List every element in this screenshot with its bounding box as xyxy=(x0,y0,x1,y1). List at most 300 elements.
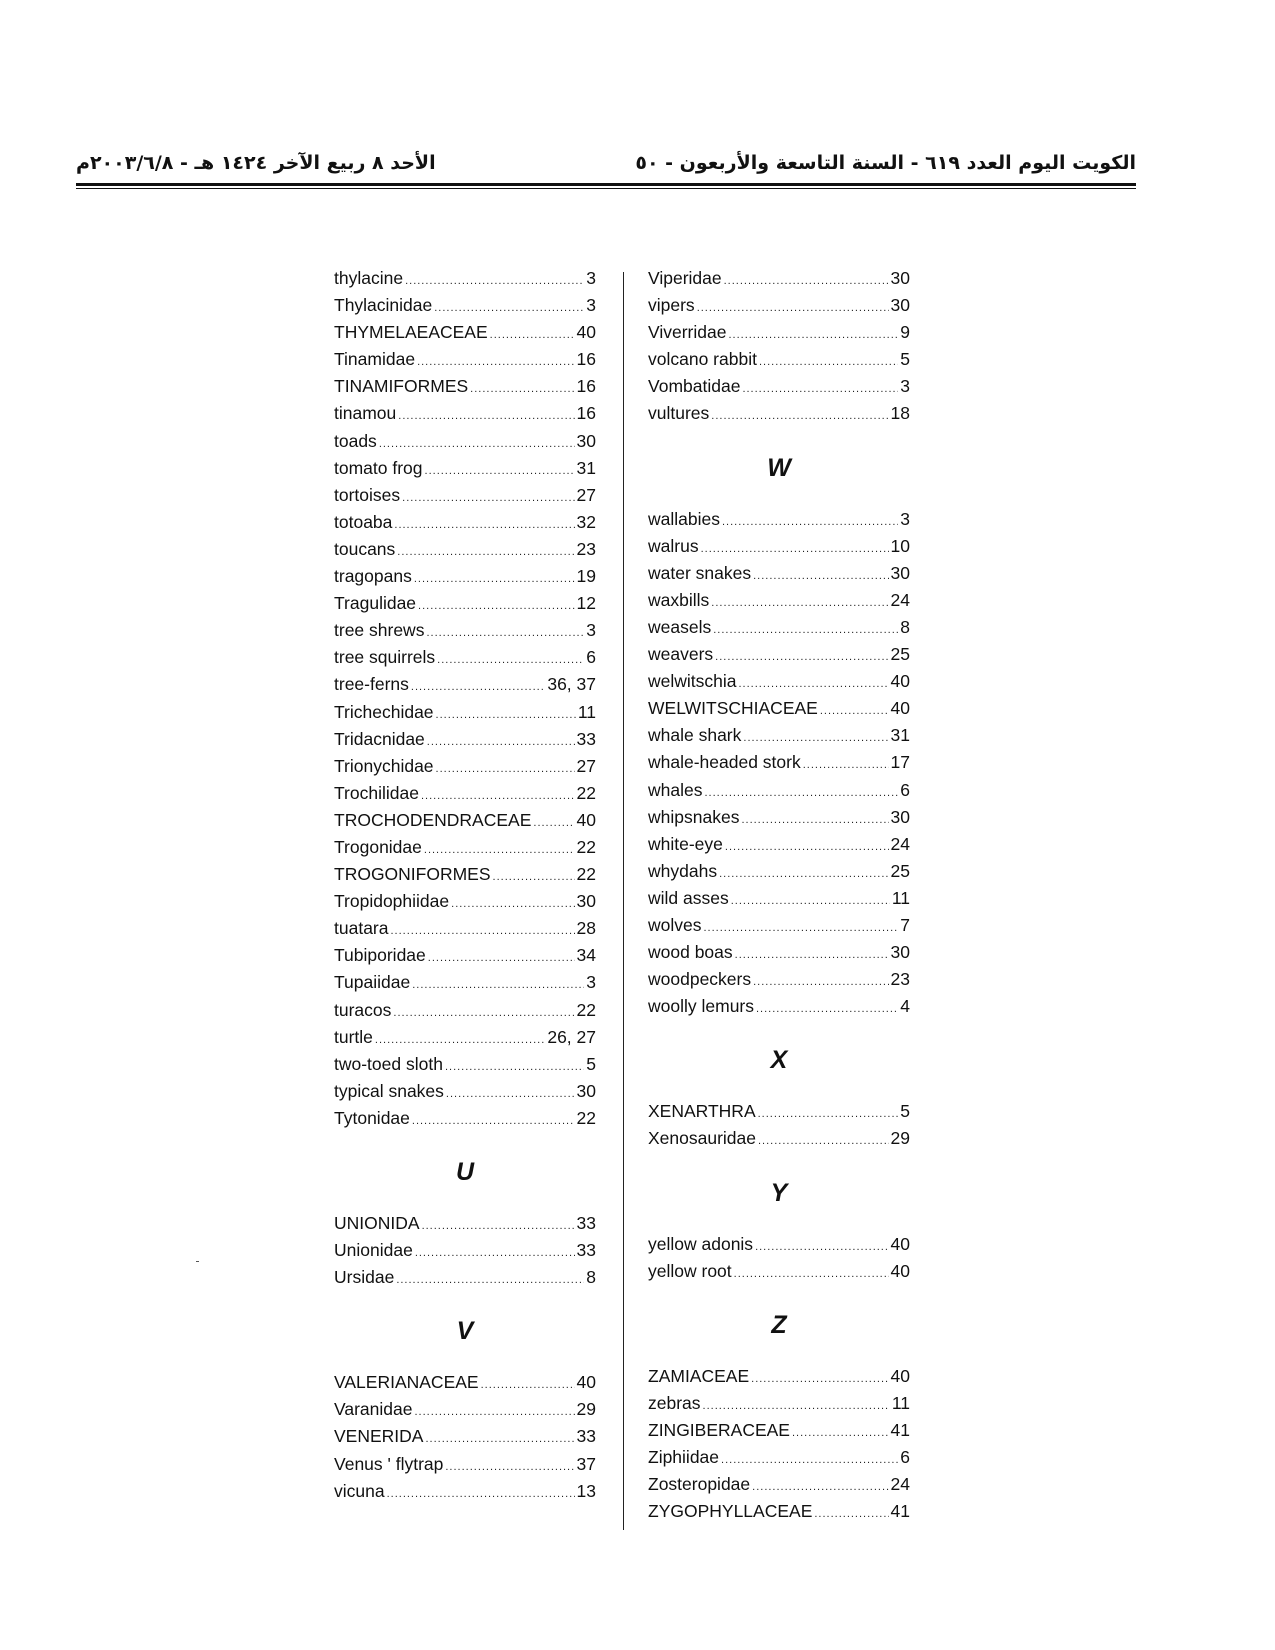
index-entry xyxy=(334,891,596,918)
index-term: Unionidae xyxy=(334,1240,413,1261)
index-term: Viperidae xyxy=(648,268,722,288)
index-entry xyxy=(648,969,910,996)
index-entry xyxy=(334,1481,596,1508)
section-heading-z: Z xyxy=(771,1310,787,1339)
index-page-number: 3 xyxy=(586,295,596,316)
dot-leader xyxy=(396,1274,584,1286)
index-page-number: 11 xyxy=(891,1392,910,1413)
index-page-number: 23 xyxy=(576,538,596,559)
dot-leader xyxy=(434,302,584,314)
index-page-number: 5 xyxy=(586,1053,596,1074)
index-entry xyxy=(334,918,596,945)
index-entry xyxy=(648,1366,910,1393)
index-page-number: 40 xyxy=(890,1233,910,1254)
index-entry xyxy=(334,864,596,891)
section-heading-y: Y xyxy=(770,1178,788,1207)
index-entry xyxy=(648,996,910,1023)
entry-group xyxy=(334,268,596,1135)
index-page-number: 16 xyxy=(576,403,596,424)
header-rule-thick xyxy=(76,183,1136,186)
index-page-number: 32 xyxy=(576,511,596,532)
dot-leader xyxy=(711,410,888,422)
dot-leader xyxy=(415,1247,575,1259)
dot-leader xyxy=(393,1007,574,1019)
index-page-number: 30 xyxy=(576,430,596,451)
index-term: TROCHODENDRACEAE xyxy=(334,809,532,830)
index-page-number: 25 xyxy=(890,860,910,881)
index-entry xyxy=(334,1213,596,1240)
dot-leader xyxy=(425,465,575,477)
dot-leader xyxy=(412,979,584,991)
dot-leader xyxy=(402,492,574,504)
index-entry xyxy=(334,512,596,539)
dot-leader xyxy=(743,732,888,744)
index-entry xyxy=(648,349,910,376)
dot-leader xyxy=(425,1433,574,1445)
index-term: whale-headed stork xyxy=(648,752,801,773)
index-page-number: 11 xyxy=(891,887,910,908)
index-term: Venus ' flytrap xyxy=(334,1453,444,1474)
dot-leader xyxy=(756,1003,898,1015)
index-term: whydahs xyxy=(648,860,718,881)
dot-leader xyxy=(731,895,890,907)
index-page-number: 8 xyxy=(586,1267,596,1288)
dot-leader xyxy=(753,570,888,582)
index-entry xyxy=(648,861,910,888)
index-term: tree-ferns xyxy=(334,674,409,695)
index-entry xyxy=(648,644,910,671)
index-entry xyxy=(648,1474,910,1501)
index-term: XENARTHRA xyxy=(648,1101,756,1122)
dot-leader xyxy=(398,410,574,422)
index-term: zebras xyxy=(648,1392,701,1413)
index-entry xyxy=(334,837,596,864)
index-term: yellow adonis xyxy=(648,1233,754,1254)
index-page-number: 22 xyxy=(576,782,596,803)
dot-leader xyxy=(703,1400,890,1412)
index-page-number: 40 xyxy=(890,1260,910,1281)
dot-leader xyxy=(722,516,898,528)
index-page-number: 41 xyxy=(890,1419,910,1440)
index-page-number: 40 xyxy=(576,322,596,343)
index-term: THYMELAEACEAE xyxy=(334,322,488,343)
index-term: Xenosauridae xyxy=(648,1128,756,1149)
index-term: two-toed sloth xyxy=(334,1053,443,1074)
entry-group xyxy=(334,1213,596,1294)
index-entry xyxy=(648,671,910,698)
index-term: Thylacinidae xyxy=(334,295,433,316)
index-entry xyxy=(648,752,910,779)
section-heading-v: V xyxy=(456,1317,474,1346)
section-heading-u: U xyxy=(455,1158,475,1186)
index-entry xyxy=(334,729,596,756)
index-term: turtle xyxy=(334,1026,373,1047)
index-entry xyxy=(334,1372,596,1399)
index-entry xyxy=(334,593,596,620)
dot-leader xyxy=(481,1379,575,1391)
index-entry xyxy=(648,1128,910,1155)
index-term: toucans xyxy=(334,538,396,559)
index-page-number: 16 xyxy=(576,349,596,370)
index-entry xyxy=(648,780,910,807)
index-entry xyxy=(334,702,596,729)
index-entry xyxy=(334,810,596,837)
index-page-number: 40 xyxy=(890,698,910,719)
dot-leader xyxy=(792,1427,889,1439)
entry-group xyxy=(334,1372,596,1507)
index-entry xyxy=(648,322,910,349)
dot-leader xyxy=(814,1508,888,1520)
index-term: Tinamidae xyxy=(334,349,416,370)
dot-leader xyxy=(724,275,889,287)
index-column-right xyxy=(648,268,910,1528)
index-entry xyxy=(648,807,910,834)
index-entry xyxy=(334,620,596,647)
index-term: Trichechidae xyxy=(334,701,434,722)
dot-leader xyxy=(446,1088,575,1100)
index-entry xyxy=(648,403,910,430)
dot-leader xyxy=(741,814,888,826)
index-term: tinamou xyxy=(334,403,397,424)
index-page-number: 34 xyxy=(576,945,596,966)
index-entry xyxy=(334,783,596,810)
index-term: TROGONIFORMES xyxy=(334,864,491,885)
dot-leader xyxy=(411,681,545,693)
index-term: UNIONIDA xyxy=(334,1213,420,1233)
dot-leader xyxy=(405,275,584,287)
dot-leader xyxy=(493,871,575,883)
index-entry xyxy=(334,295,596,322)
index-term: Ziphiidae xyxy=(648,1447,720,1467)
index-entry xyxy=(334,1054,596,1081)
index-page-number: 30 xyxy=(890,806,910,827)
index-entry xyxy=(334,431,596,458)
index-term: white-eye xyxy=(648,833,723,854)
index-term: ZINGIBERACEAE xyxy=(648,1419,790,1440)
index-page-number: 33 xyxy=(576,1213,596,1233)
dot-leader xyxy=(725,841,889,853)
index-term: Tytonidae xyxy=(334,1107,410,1128)
index-entry xyxy=(334,1399,596,1426)
index-page-number: 6 xyxy=(900,1447,910,1467)
index-page-number: 31 xyxy=(890,725,910,746)
index-page-number: 30 xyxy=(576,1080,596,1101)
index-term: ZYGOPHYLLACEAE xyxy=(648,1501,813,1522)
index-term: whipsnakes xyxy=(648,806,740,827)
index-term: wood boas xyxy=(648,942,733,963)
header-date: الأحد ٨ ربيع الآخر ١٤٢٤ هـ - ٢٠٠٣/٦/٨م xyxy=(76,152,436,174)
index-page-number: 17 xyxy=(890,752,910,773)
dot-leader xyxy=(426,627,584,639)
index-page-number: 22 xyxy=(576,836,596,857)
index-entry xyxy=(334,1240,596,1267)
index-term: WELWITSCHIACEAE xyxy=(648,698,818,719)
index-term: whales xyxy=(648,779,703,800)
index-entry xyxy=(334,458,596,485)
index-page-number: 7 xyxy=(900,914,910,935)
dot-leader xyxy=(387,1488,575,1500)
index-page-number: 33 xyxy=(576,1426,596,1447)
index-page-number: 37 xyxy=(576,1453,596,1474)
dot-leader xyxy=(713,624,898,636)
index-entry xyxy=(648,617,910,644)
index-column-left xyxy=(334,268,596,1508)
dot-leader xyxy=(751,1373,888,1385)
index-entry xyxy=(648,1447,910,1474)
index-term: waxbills xyxy=(648,589,710,610)
index-entry xyxy=(648,725,910,752)
index-entry xyxy=(648,268,910,295)
index-entry xyxy=(334,349,596,376)
index-page-number: 30 xyxy=(576,891,596,912)
index-page-number: 5 xyxy=(900,349,910,370)
index-page-number: 40 xyxy=(890,671,910,692)
section-heading-x: X xyxy=(770,1046,788,1075)
index-entry xyxy=(648,888,910,915)
index-term: Vombatidae xyxy=(648,376,741,397)
dot-leader xyxy=(427,736,575,748)
index-page-number: 16 xyxy=(576,376,596,397)
index-term: Ursidae xyxy=(334,1267,395,1288)
index-entry xyxy=(334,1027,596,1054)
index-page-number: 12 xyxy=(576,593,596,614)
index-page-number: 27 xyxy=(576,755,596,776)
entry-group xyxy=(648,268,910,431)
index-term: Tridacnidae xyxy=(334,728,425,749)
index-entry xyxy=(648,1393,910,1420)
index-term: woodpeckers xyxy=(648,969,752,990)
index-term: Tupaiidae xyxy=(334,972,411,993)
section-heading-w: W xyxy=(767,453,791,482)
index-page-number: 24 xyxy=(890,1474,910,1495)
index-term: tuatara xyxy=(334,918,389,939)
entry-group xyxy=(648,1234,910,1288)
index-entry xyxy=(648,295,910,322)
dot-leader xyxy=(758,1135,889,1147)
index-page-number: 40 xyxy=(576,1372,596,1393)
dot-leader xyxy=(422,1220,575,1232)
dot-leader xyxy=(533,817,574,829)
index-page-number: 6 xyxy=(586,647,596,668)
index-page-number: 4 xyxy=(900,996,910,1017)
index-entry xyxy=(334,1081,596,1108)
dot-leader xyxy=(421,790,575,802)
index-page-number: 3 xyxy=(586,620,596,641)
dot-leader xyxy=(704,922,899,934)
index-entry xyxy=(334,376,596,403)
index-term: Tragulidae xyxy=(334,593,417,614)
index-page-number: 10 xyxy=(890,535,910,556)
dot-leader xyxy=(418,600,574,612)
index-entry xyxy=(648,834,910,861)
dot-leader xyxy=(820,705,889,717)
index-page-number: 22 xyxy=(576,999,596,1020)
index-entry xyxy=(648,1501,910,1528)
index-term: yellow root xyxy=(648,1260,732,1281)
index-entry xyxy=(648,590,910,617)
index-page-number: 31 xyxy=(576,457,596,478)
dot-leader xyxy=(397,546,574,558)
column-divider xyxy=(623,272,624,1530)
index-page-number: 3 xyxy=(900,508,910,529)
index-entry xyxy=(648,376,910,403)
index-entry xyxy=(648,563,910,590)
dot-leader xyxy=(755,1241,888,1253)
index-term: VENERIDA xyxy=(334,1426,424,1447)
dot-leader xyxy=(758,1108,899,1120)
index-term: tragopans xyxy=(334,566,412,587)
index-entry xyxy=(334,1108,596,1135)
index-term: whale shark xyxy=(648,725,742,746)
dot-leader xyxy=(704,787,898,799)
index-term: Viverridae xyxy=(648,322,727,343)
index-page-number: 9 xyxy=(900,322,910,343)
index-page-number: 24 xyxy=(890,589,910,610)
index-entry xyxy=(648,942,910,969)
entry-group xyxy=(648,1101,910,1155)
index-page-number: 24 xyxy=(890,833,910,854)
index-term: wild asses xyxy=(648,887,729,908)
index-page-number: 30 xyxy=(890,295,910,316)
index-term: tortoises xyxy=(334,484,401,505)
index-page-number: 25 xyxy=(890,644,910,665)
index-entry xyxy=(334,756,596,783)
dot-leader xyxy=(436,763,575,775)
index-entry xyxy=(334,485,596,512)
dot-leader xyxy=(415,1406,575,1418)
index-term: Trogonidae xyxy=(334,836,422,857)
dot-leader xyxy=(697,302,889,314)
index-term: Trionychidae xyxy=(334,755,434,776)
index-entry xyxy=(648,698,910,725)
index-entry xyxy=(334,945,596,972)
dot-leader xyxy=(394,519,574,531)
index-entry xyxy=(648,1420,910,1447)
index-term: typical snakes xyxy=(334,1080,444,1101)
index-term: toads xyxy=(334,430,377,451)
index-entry xyxy=(648,1101,910,1128)
index-entry xyxy=(334,1454,596,1481)
index-term: walrus xyxy=(648,535,699,556)
index-term: Zosteropidae xyxy=(648,1474,751,1495)
index-term: Varanidae xyxy=(334,1399,413,1420)
index-entry xyxy=(648,1234,910,1261)
dot-leader xyxy=(379,438,575,450)
dot-leader xyxy=(390,925,574,937)
index-page-number: 8 xyxy=(900,616,910,637)
index-entry xyxy=(334,972,596,999)
header-rule-thin xyxy=(76,188,1136,189)
index-term: volcano rabbit xyxy=(648,349,757,370)
entry-group xyxy=(648,1366,910,1529)
index-page-number: 23 xyxy=(890,969,910,990)
index-page-number: 33 xyxy=(576,728,596,749)
index-page-number: 26, 27 xyxy=(547,1026,596,1047)
index-term: tomato frog xyxy=(334,457,423,478)
index-page-number: 29 xyxy=(890,1128,910,1149)
dot-leader xyxy=(445,1061,584,1073)
index-term: tree shrews xyxy=(334,620,425,641)
index-term: welwitschia xyxy=(648,671,737,692)
index-entry xyxy=(334,539,596,566)
index-page-number: 3 xyxy=(900,376,910,397)
index-page-number: 18 xyxy=(890,403,910,424)
index-page-number: 27 xyxy=(576,484,596,505)
index-page-number: 40 xyxy=(890,1365,910,1386)
dot-leader xyxy=(719,868,888,880)
index-term: TINAMIFORMES xyxy=(334,376,469,397)
dot-leader xyxy=(721,1454,898,1466)
index-term: wallabies xyxy=(648,508,720,529)
dot-leader xyxy=(711,597,888,609)
index-term: vultures xyxy=(648,403,710,424)
index-entry xyxy=(648,509,910,536)
index-term: turacos xyxy=(334,999,392,1020)
dot-leader xyxy=(803,759,889,771)
dot-leader xyxy=(734,1268,889,1280)
dot-leader xyxy=(424,844,575,856)
entry-group xyxy=(648,509,910,1024)
index-page-number: 30 xyxy=(890,562,910,583)
index-entry xyxy=(334,1267,596,1294)
index-page-number: 19 xyxy=(576,566,596,587)
index-page-number: 3 xyxy=(586,972,596,993)
index-page-number: 22 xyxy=(576,1107,596,1128)
index-page-number: 30 xyxy=(890,268,910,288)
index-page-number: 33 xyxy=(576,1240,596,1261)
index-page-number: 13 xyxy=(576,1480,596,1501)
index-entry xyxy=(334,647,596,674)
dot-leader xyxy=(701,543,889,555)
index-entry xyxy=(334,566,596,593)
dot-leader xyxy=(739,678,889,690)
index-term: VALERIANACEAE xyxy=(334,1372,479,1393)
index-page-number: 36, 37 xyxy=(547,674,596,695)
scan-speck xyxy=(196,1261,199,1262)
dot-leader xyxy=(451,898,574,910)
index-term: wolves xyxy=(648,914,702,935)
index-page-number: 6 xyxy=(900,779,910,800)
index-term: water snakes xyxy=(648,562,752,583)
index-entry xyxy=(648,915,910,942)
index-entry xyxy=(334,1000,596,1027)
dot-leader xyxy=(445,1461,574,1473)
index-entry xyxy=(648,1261,910,1288)
index-term: weasels xyxy=(648,616,712,637)
index-term: Tropidophiidae xyxy=(334,891,450,912)
dot-leader xyxy=(414,573,575,585)
index-entry xyxy=(334,403,596,430)
index-page-number: 40 xyxy=(576,809,596,830)
index-term: Trochilidae xyxy=(334,782,419,803)
dot-leader xyxy=(437,654,584,666)
index-page-number: 29 xyxy=(576,1399,596,1420)
index-term: vicuna xyxy=(334,1480,385,1501)
header-issue-info: الكويت اليوم العدد ٦١٩ - السنة التاسعة والأربعون - ٥٠ xyxy=(635,152,1136,174)
index-page-number: 5 xyxy=(900,1101,910,1122)
index-page-number: 30 xyxy=(890,942,910,963)
index-term: vipers xyxy=(648,295,695,316)
index-page-number: 3 xyxy=(586,268,596,288)
index-entry xyxy=(334,268,596,295)
dot-leader xyxy=(428,952,575,964)
index-term: totoaba xyxy=(334,511,393,532)
index-term: weavers xyxy=(648,644,714,665)
index-entry xyxy=(334,674,596,701)
dot-leader xyxy=(728,329,898,341)
index-page-number: 11 xyxy=(577,701,596,722)
index-term: Tubiporidae xyxy=(334,945,426,966)
